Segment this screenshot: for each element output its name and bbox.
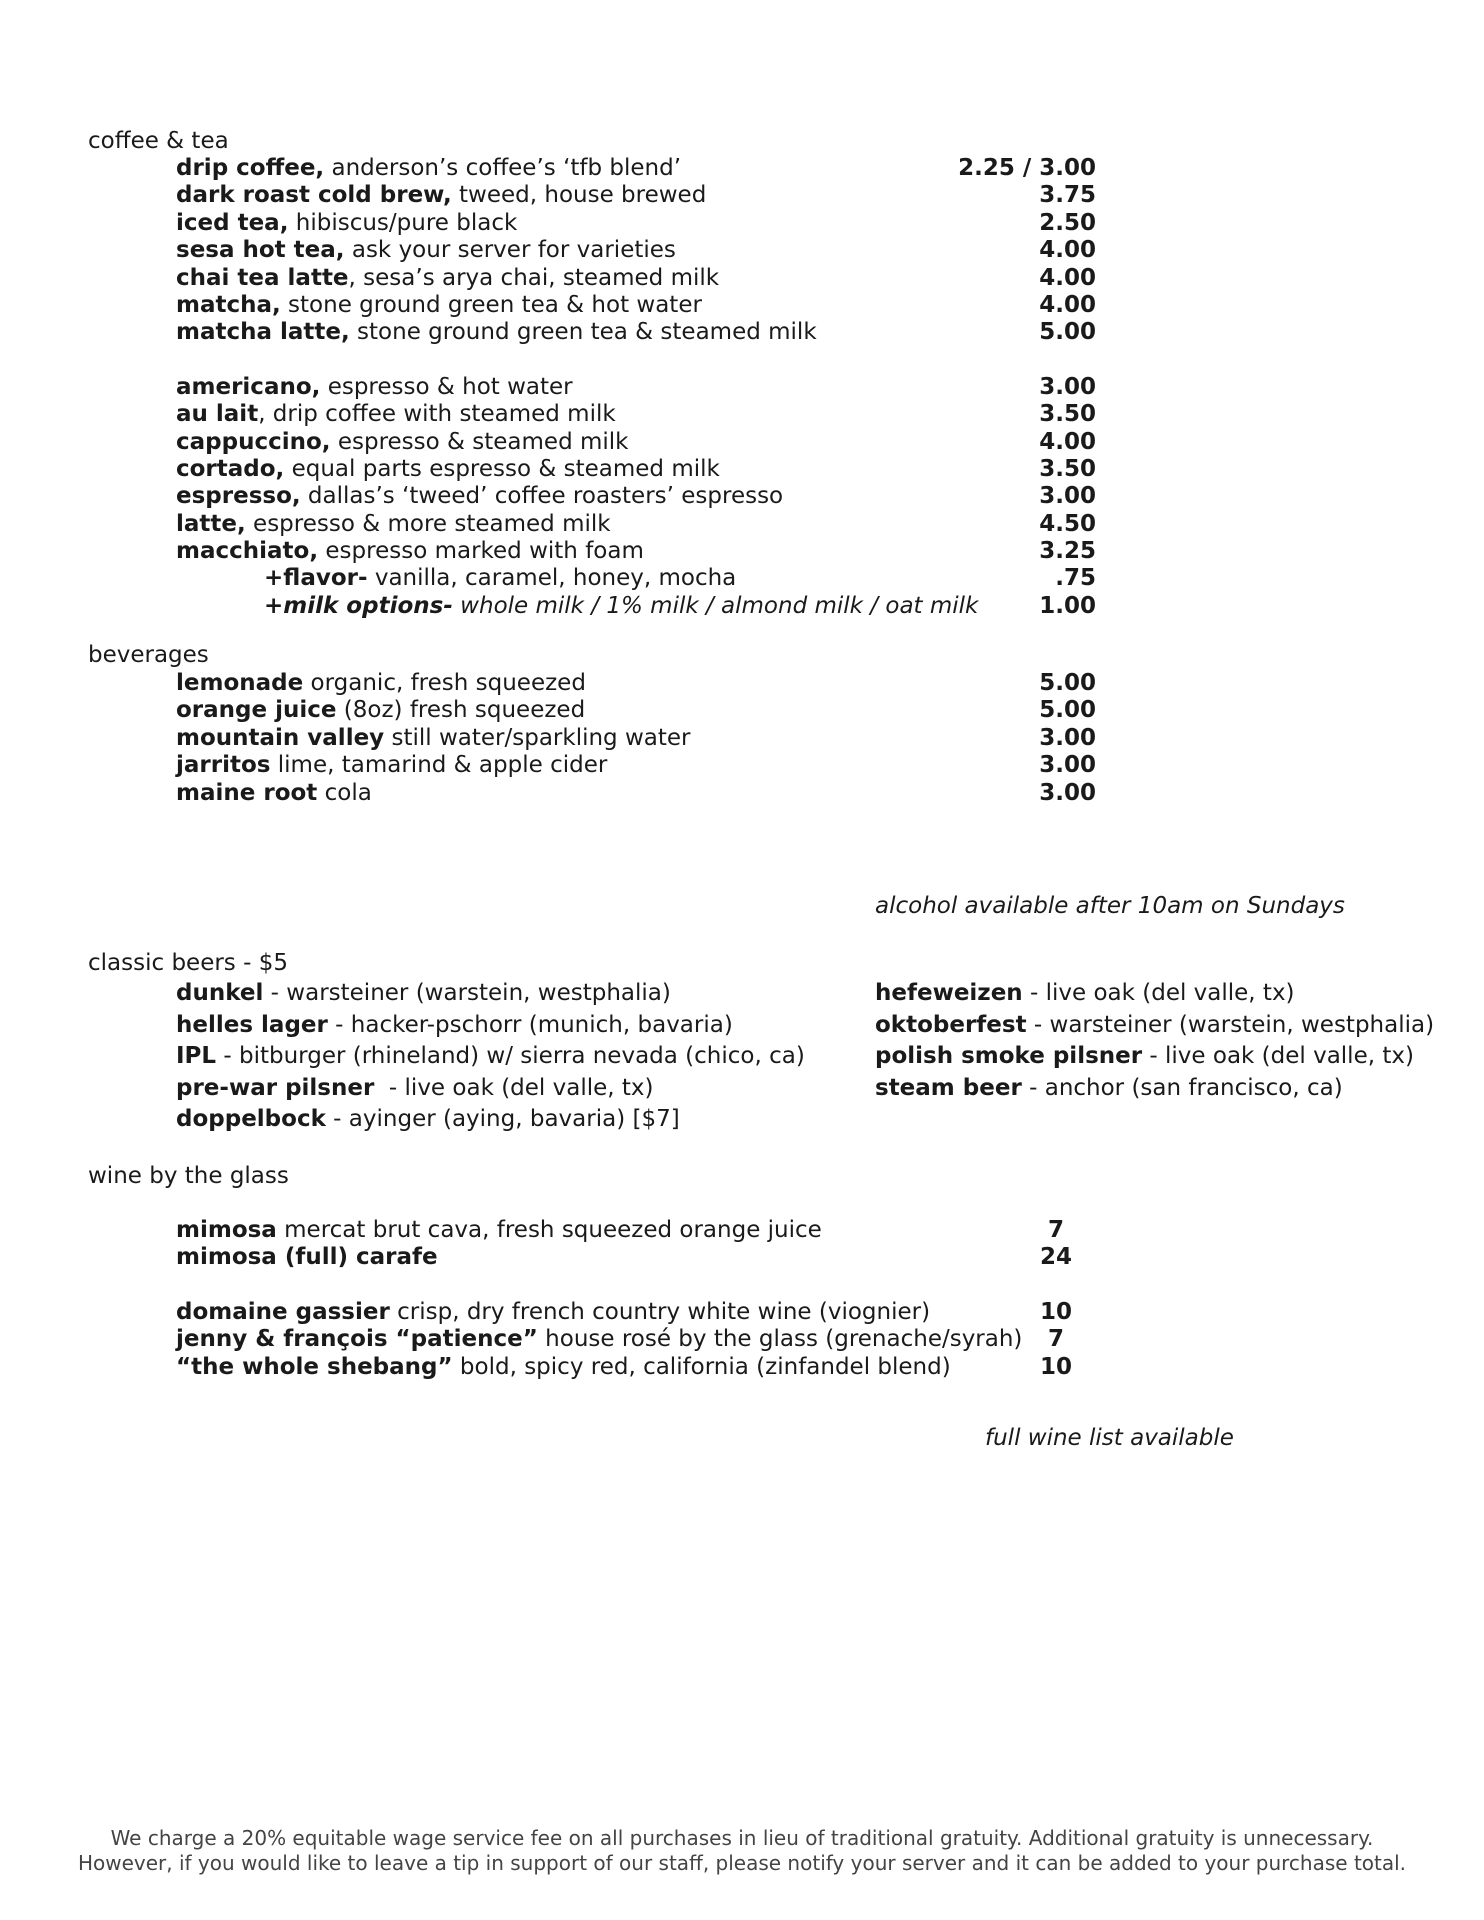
item-name: americano, [176,373,321,400]
item-name: sesa hot tea, [176,237,345,264]
beer-list-left [176,978,805,1136]
beer-name: helles lager [176,1011,328,1038]
item-name: cortado, [176,455,285,482]
item-price: 5.00 [1039,670,1096,696]
service-fee-notice [0,1826,1484,1876]
item-description: bold, spicy red, california (zinfandel blend) [452,1353,951,1380]
item-description: still water/sparkling water [384,724,691,751]
item-price: 4.00 [1039,264,1096,291]
beer-item [176,1041,805,1073]
item-price: 7 [1047,1326,1064,1353]
item-description: , sesa’s arya chai, steamed milk [348,264,720,291]
item-name: mountain valley [176,724,385,751]
menu-item [176,780,1096,807]
beer-item [875,978,1435,1010]
menu-item [176,210,1096,237]
beer-name: dunkel [176,980,264,1006]
menu-item [176,292,1096,319]
item-name: iced tea, [176,209,289,236]
menu-item [176,538,1096,565]
menu-item [176,483,1096,510]
item-price: 7 [1047,1217,1064,1243]
item-description: lime, tamarind & apple cider [270,752,608,779]
item-price: 10 [1039,1298,1072,1325]
menu-item [176,456,1096,483]
item-name: jarritos [176,752,271,779]
addon-item [176,593,1096,620]
item-price: 3.00 [1039,373,1096,400]
addon-price: 1.00 [1039,592,1096,619]
item-description: espresso & steamed milk [330,428,629,455]
item-description: , drip coffee with steamed milk [258,401,616,428]
menu-item [176,1326,1076,1353]
beer-description: - warsteiner (warstein, westphalia) [263,980,671,1006]
service-fee-line-2: However, if you would like to leave a tip in support of our staff, please notify your server and it can be added to your purchase total. [77,1851,1407,1875]
item-name: orange juice [176,697,337,724]
item-description: crisp, dry french country white wine (viognier) [389,1298,931,1325]
item-price: 4.00 [1039,428,1096,455]
item-price: 24 [1039,1244,1072,1271]
beer-item [875,1041,1435,1073]
menu-item [176,1217,1076,1244]
menu-item [176,670,1096,697]
addon-description: whole milk / 1% milk / almond milk / oat milk [452,592,979,619]
beer-description: - live oak (del valle, tx) [1142,1043,1414,1069]
item-name: au lait [176,401,259,428]
item-name: jenny & françois “patience” [176,1326,538,1353]
menu-item [176,697,1096,724]
section-title-coffee-tea: coffee & tea [88,128,229,154]
item-description: (8oz) fresh squeezed [336,697,586,724]
item-name: matcha, [176,291,281,318]
item-price: 3.00 [1039,752,1096,779]
addon-price: .75 [1055,565,1096,592]
item-description: espresso marked with foam [318,538,644,565]
wine-list [176,1217,1076,1381]
item-price: 3.50 [1039,401,1096,428]
item-price: 3.50 [1039,455,1096,482]
section-title-wine: wine by the glass [88,1163,289,1189]
beer-description: - ayinger (aying, bavaria) [$7] [325,1106,680,1132]
beer-description: - warsteiner (warstein, westphalia) [1026,1011,1435,1038]
menu-item [176,319,1096,346]
item-price: 4.50 [1039,510,1096,537]
beer-description: - live oak (del valle, tx) [1022,980,1295,1006]
beer-item [875,1010,1435,1042]
item-description: hibiscus/pure black [288,209,518,236]
beer-description: - live oak (del valle, tx) [374,1074,654,1101]
menu-item [176,752,1096,779]
item-description: espresso & more steamed milk [245,510,611,537]
item-name: latte, [176,510,246,537]
menu-item [176,374,1096,401]
item-price: 3.75 [1039,182,1096,209]
item-price: 4.00 [1039,291,1096,318]
menu-item [176,725,1096,752]
item-price: 10 [1039,1353,1072,1380]
item-description: mercat brut cava, fresh squeezed orange juice [276,1217,822,1243]
beer-description: - anchor (san francisco, ca) [1021,1074,1343,1101]
addon-item [176,565,1096,592]
beer-item [176,1073,736,1105]
item-name: espresso, [176,483,301,510]
menu-item [176,1354,1076,1381]
item-description: organic, fresh squeezed [303,670,586,696]
item-price: 3.00 [1039,724,1096,751]
addon-description: vanilla, caramel, honey, mocha [367,565,737,592]
menu-item [176,155,1096,182]
item-description: anderson’s coffee’s ‘tfb blend’ [324,155,682,181]
wine-list-note: full wine list available [985,1425,1234,1451]
item-description: stone ground green tea & hot water [280,291,702,318]
beer-list-right [875,978,1435,1104]
item-name: domaine gassier [176,1298,390,1325]
beer-name: pre-war pilsner [176,1074,375,1101]
item-name: dark roast cold brew, [176,182,452,209]
item-name: chai tea latte [176,264,349,291]
item-description: cola [317,779,372,806]
item-name: drip coffee, [176,155,325,181]
beer-name: steam beer [875,1074,1022,1101]
item-description: stone ground green tea & steamed milk [349,319,817,346]
beer-item [176,1104,736,1136]
item-price: 5.00 [1039,319,1096,346]
beer-name: IPL [176,1043,217,1069]
item-price: 5.00 [1039,697,1096,724]
service-fee-line-1: We charge a 20% equitable wage service fee on all purchases in lieu of traditional gratuity. Additional gratuity is unnecessary. [110,1826,1374,1850]
item-price: 2.50 [1039,209,1096,236]
beverages-list [176,670,1096,807]
menu-item [176,401,1096,428]
item-name: maine root [176,779,318,806]
item-price: 2.25 / 3.00 [958,155,1096,181]
menu-item [176,265,1096,292]
beer-item [176,978,736,1010]
item-description: house rosé by the glass (grenache/syrah) [537,1326,1023,1353]
alcohol-note: alcohol available after 10am on Sundays [875,893,1345,919]
addon-name: +flavor- [264,565,368,592]
item-description: tweed, house brewed [451,182,707,209]
beer-item [875,1073,1435,1105]
beer-name: hefeweizen [875,980,1023,1006]
coffee-tea-list [176,155,1096,620]
item-name: mimosa (full) carafe [176,1244,438,1271]
item-price: 3.00 [1039,483,1096,510]
item-name: lemonade [176,670,304,696]
menu-item [176,182,1096,209]
item-price: 3.25 [1039,538,1096,565]
item-name: macchiato, [176,538,319,565]
beer-item [176,1010,736,1042]
item-description: equal parts espresso & steamed milk [284,455,720,482]
beer-name: doppelbock [176,1106,326,1132]
item-name: “the whole shebang” [176,1353,453,1380]
menu-item [176,1244,1076,1271]
item-description: ask your server for varieties [344,237,676,264]
beer-name: polish smoke pilsner [875,1043,1143,1069]
section-title-beers: classic beers - $5 [88,950,288,976]
beer-name: oktoberfest [875,1011,1027,1038]
menu-item [176,237,1096,264]
item-price: 3.00 [1039,779,1096,806]
item-description: espresso & hot water [320,373,573,400]
section-title-beverages: beverages [88,642,209,668]
item-description: dallas’s ‘tweed’ coffee roasters’ espresso [300,483,784,510]
menu-item [176,1299,1076,1326]
item-price: 4.00 [1039,237,1096,264]
item-name: cappuccino, [176,428,331,455]
addon-name: +milk options- [264,592,453,619]
menu-item [176,511,1096,538]
beer-description: - bitburger (rhineland) w/ sierra nevada (chico, ca) [216,1043,805,1069]
beer-description: - hacker-pschorr (munich, bavaria) [327,1011,733,1038]
menu-item [176,429,1096,456]
item-name: mimosa [176,1217,277,1243]
item-name: matcha latte, [176,319,350,346]
